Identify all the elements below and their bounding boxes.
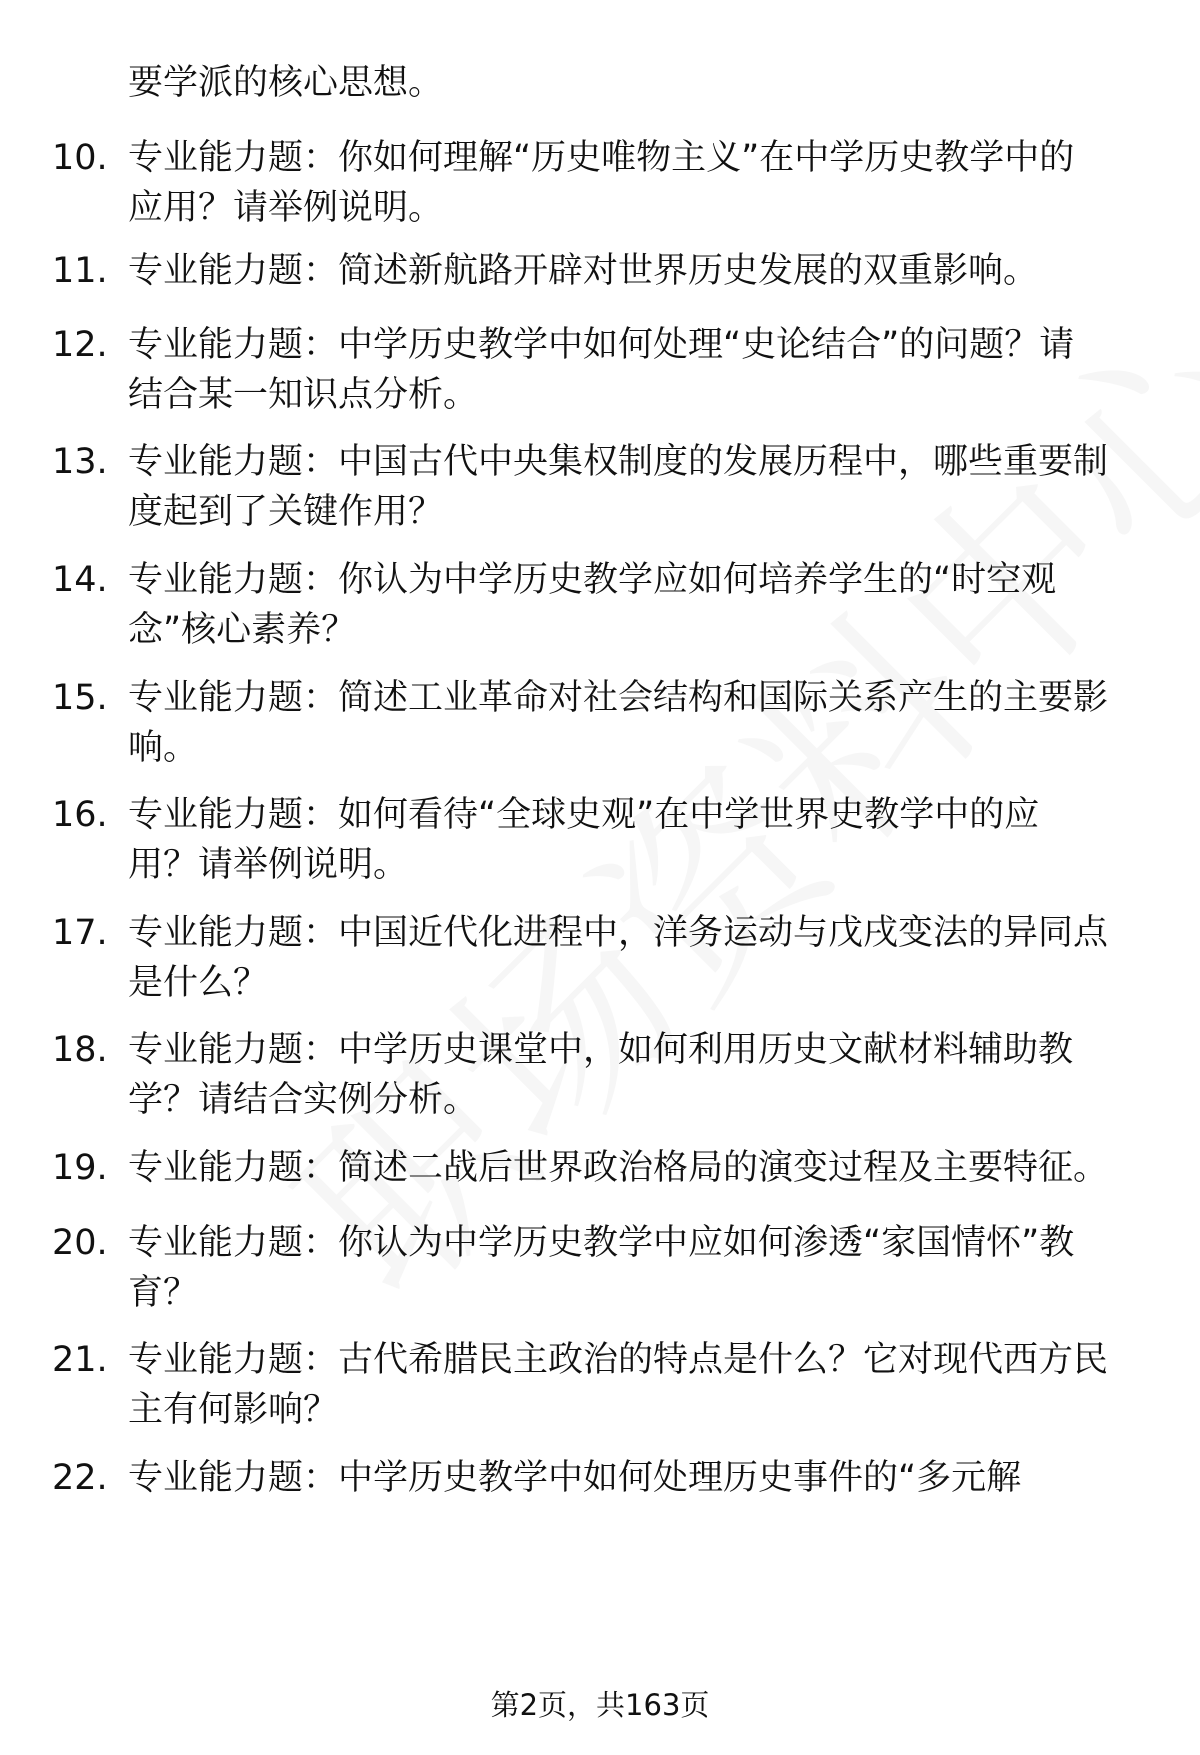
- item-number: 19.: [52, 1148, 108, 1188]
- page-footer: 第2页，共163页: [490, 1688, 710, 1722]
- item-number: 13.: [52, 442, 108, 482]
- item-text-line: 专业能力题：中学历史课堂中，如何利用历史文献材料辅助教: [128, 1030, 1074, 1070]
- item-number: 22.: [52, 1458, 108, 1498]
- item-text-line: 专业能力题：你如何理解“历史唯物主义”在中学历史教学中的: [128, 138, 1075, 178]
- item-number: 18.: [52, 1030, 108, 1070]
- item-text-line: 应用？请举例说明。: [128, 188, 444, 228]
- item-text-line: 结合某一知识点分析。: [128, 375, 479, 415]
- item-text-line: 育？: [128, 1273, 199, 1313]
- item-text-line: 专业能力题：古代希腊民主政治的特点是什么？它对现代西方民: [128, 1340, 1109, 1380]
- item-text-line: 用？请举例说明。: [128, 845, 409, 885]
- item-text-line: 专业能力题：如何看待“全球史观”在中学世界史教学中的应: [128, 795, 1040, 835]
- item-number: 21.: [52, 1340, 108, 1380]
- item-text-line: 专业能力题：简述新航路开辟对世界历史发展的双重影响。: [128, 251, 1039, 291]
- item-number: 12.: [52, 325, 108, 365]
- item-number: 15.: [52, 678, 108, 718]
- item-text-line: 专业能力题：中学历史教学中如何处理“史论结合”的问题？请: [128, 325, 1075, 365]
- item-number: 20.: [52, 1223, 108, 1263]
- item-text-line: 专业能力题：中国近代化进程中，洋务运动与戊戌变法的异同点: [128, 913, 1109, 953]
- item-text-line: 专业能力题：中国古代中央集权制度的发展历程中，哪些重要制: [128, 442, 1109, 482]
- item-text-line: 专业能力题：简述工业革命对社会结构和国际关系产生的主要影: [128, 678, 1109, 718]
- item-text-line: 专业能力题：简述二战后世界政治格局的演变过程及主要特征。: [128, 1148, 1109, 1188]
- item-text-line: 专业能力题：你认为中学历史教学应如何培养学生的“时空观: [128, 560, 1057, 600]
- item-number: 10.: [52, 138, 108, 178]
- item-number: 14.: [52, 560, 108, 600]
- continuation-line: 要学派的核心思想。: [128, 63, 444, 103]
- item-text-line: 专业能力题：中学历史教学中如何处理历史事件的“多元解: [128, 1458, 1022, 1498]
- item-number: 17.: [52, 913, 108, 953]
- item-text-line: 学？请结合实例分析。: [128, 1080, 479, 1120]
- item-text-line: 念”核心素养？: [128, 610, 357, 650]
- item-number: 11.: [52, 251, 108, 291]
- item-text-line: 主有何影响？: [128, 1390, 339, 1430]
- item-text-line: 专业能力题：你认为中学历史教学中应如何渗透“家国情怀”教: [128, 1223, 1075, 1263]
- item-text-line: 度起到了关键作用？: [128, 492, 444, 532]
- item-text-line: 响。: [128, 728, 199, 768]
- item-text-line: 是什么？: [128, 963, 269, 1003]
- item-number: 16.: [52, 795, 108, 835]
